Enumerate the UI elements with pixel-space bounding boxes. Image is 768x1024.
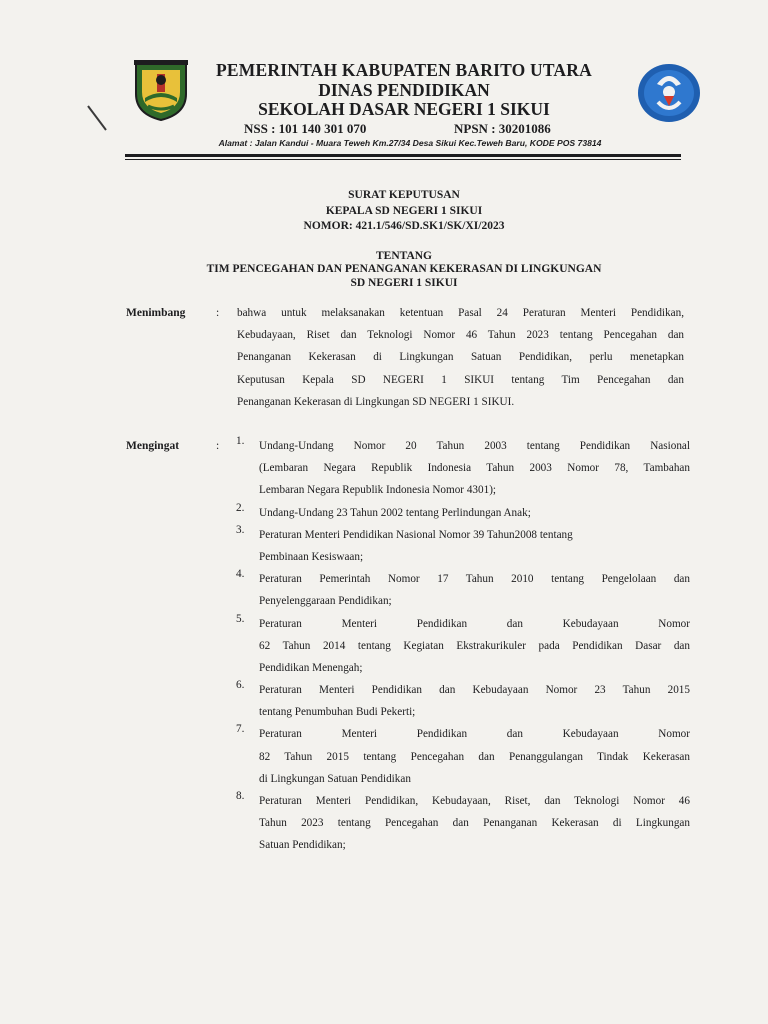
list-item-line: Pembinaan Kesiswaan; [259,550,364,563]
government-name: PEMERINTAH KABUPATEN BARITO UTARA [216,60,592,80]
list-item-line: Tahun 2023 tentang Pencegahan dan Penanganan Kekerasan di Lingkungan [259,817,690,830]
menimbang-colon: : [216,307,220,319]
menimbang-line: bahwa untuk melaksanakan ketentuan Pasal 24 Peraturan Menteri Pendidikan, [237,307,684,319]
list-item [230,723,690,790]
menimbang-line: Penanganan Kekerasan di Lingkungan SD NEGERI 1 SIKUI. [237,395,515,408]
list-item-number: 1. [236,435,245,447]
list-item-line: Peraturan Menteri Pendidikan dan Kebudayaan Nomor [259,728,690,741]
list-item-line: Undang-Undang 23 Tahun 2002 tentang Perlindungan Anak; [259,506,531,519]
mengingat-colon: : [216,440,220,452]
nss-number: NSS : 101 140 301 070 [244,121,367,136]
list-item-line: di Lingkungan Satuan Pendidikan [259,772,411,785]
list-item-line: tentang Penumbuhan Budi Pekerti; [259,706,416,719]
list-item-line: Penyelenggaraan Pendidikan; [259,595,392,608]
list-item-number: 8. [236,790,245,802]
list-item [230,502,690,524]
menimbang-paragraph [237,302,684,413]
letterhead-divider-thin [125,159,681,160]
school-name: SEKOLAH DASAR NEGERI 1 SIKUI [258,99,550,119]
list-item-line: Peraturan Pemerintah Nomor 17 Tahun 2010 tentang Pengelolaan dan [259,573,690,586]
decree-title: SURAT KEPUTUSAN [348,189,460,201]
list-item-line: Lembaran Negara Republik Indonesia Nomor 4301); [259,484,497,497]
list-item [230,613,690,680]
list-item-line: (Lembaran Negara Republik Indonesia Tahun 2003 Nomor 78, Tambahan [259,462,690,475]
agency-name: DINAS PENDIDIKAN [318,80,490,100]
menimbang-line: Kebudayaan, Riset dan Teknologi Nomor 46 Tahun 2023 tentang Pencegahan dan [237,329,684,342]
mengingat-list [230,435,690,857]
menimbang-line: Keputusan Kepala SD NEGERI 1 SIKUI tentang Tim Pencegahan dan [237,373,684,386]
list-item [230,435,690,502]
list-item-line: Peraturan Menteri Pendidikan, Kebudayaan, Riset, dan Teknologi Nomor 46 [259,795,690,807]
decree-about: TENTANG [375,250,433,262]
list-item-number: 7. [236,723,245,736]
menimbang-label: Menimbang [126,307,186,319]
list-item-line: 62 Tahun 2014 tentang Kegiatan Ekstrakurikuler pada Pendidikan Dasar dan [259,639,690,652]
decree-number: NOMOR: 421.1/546/SD.SK1/SK/XI/2023 [303,220,505,232]
list-item-number: 4. [236,568,245,581]
list-item-line: Peraturan Menteri Pendidikan dan Kebudayaan Nomor [259,617,690,630]
list-item-line: Peraturan Menteri Pendidikan dan Kebudayaan Nomor 23 Tahun 2015 [259,684,690,697]
list-item-number: 3. [236,523,245,536]
list-item-line: Undang-Undang Nomor 20 Tahun 2003 tentang Pendidikan Nasional [259,440,690,452]
list-item [230,524,690,568]
pen-mark-icon [86,104,110,134]
list-item-line: Satuan Pendidikan; [259,839,346,852]
list-item-number: 2. [236,501,245,514]
mengingat-label: Mengingat [126,440,180,452]
menimbang-line: Penanganan Kekerasan di Lingkungan Satuan Pendidikan, perlu menetapkan [237,351,684,364]
list-item-line: 82 Tahun 2015 tentang Pencegahan dan Penanggulangan Tindak Kekerasan [259,750,690,763]
list-item-line: Peraturan Menteri Pendidikan Nasional Nomor 39 Tahun2008 tentang [259,528,573,541]
list-item-number: 6. [236,679,245,692]
list-item [230,790,690,857]
school-address: Alamat : Jalan Kandui - Muara Teweh Km.27/34 Desa Sikui Kec.Teweh Baru, KODE POS 73814 [218,138,602,148]
decree-subject-line1: TIM PENCEGAHAN DAN PENANGANAN KEKERASAN DI LINGKUNGAN [206,263,602,275]
list-item [230,679,690,723]
decree-subject-line2: SD NEGERI 1 SIKUI [350,277,458,289]
npsn-number: NPSN : 30201086 [454,121,551,136]
decree-issuer: KEPALA SD NEGERI 1 SIKUI [325,205,483,217]
list-item [230,568,690,612]
letterhead-divider-thick [125,154,681,157]
list-item-line: Pendidikan Menengah; [259,661,363,674]
list-item-number: 5. [236,612,245,625]
